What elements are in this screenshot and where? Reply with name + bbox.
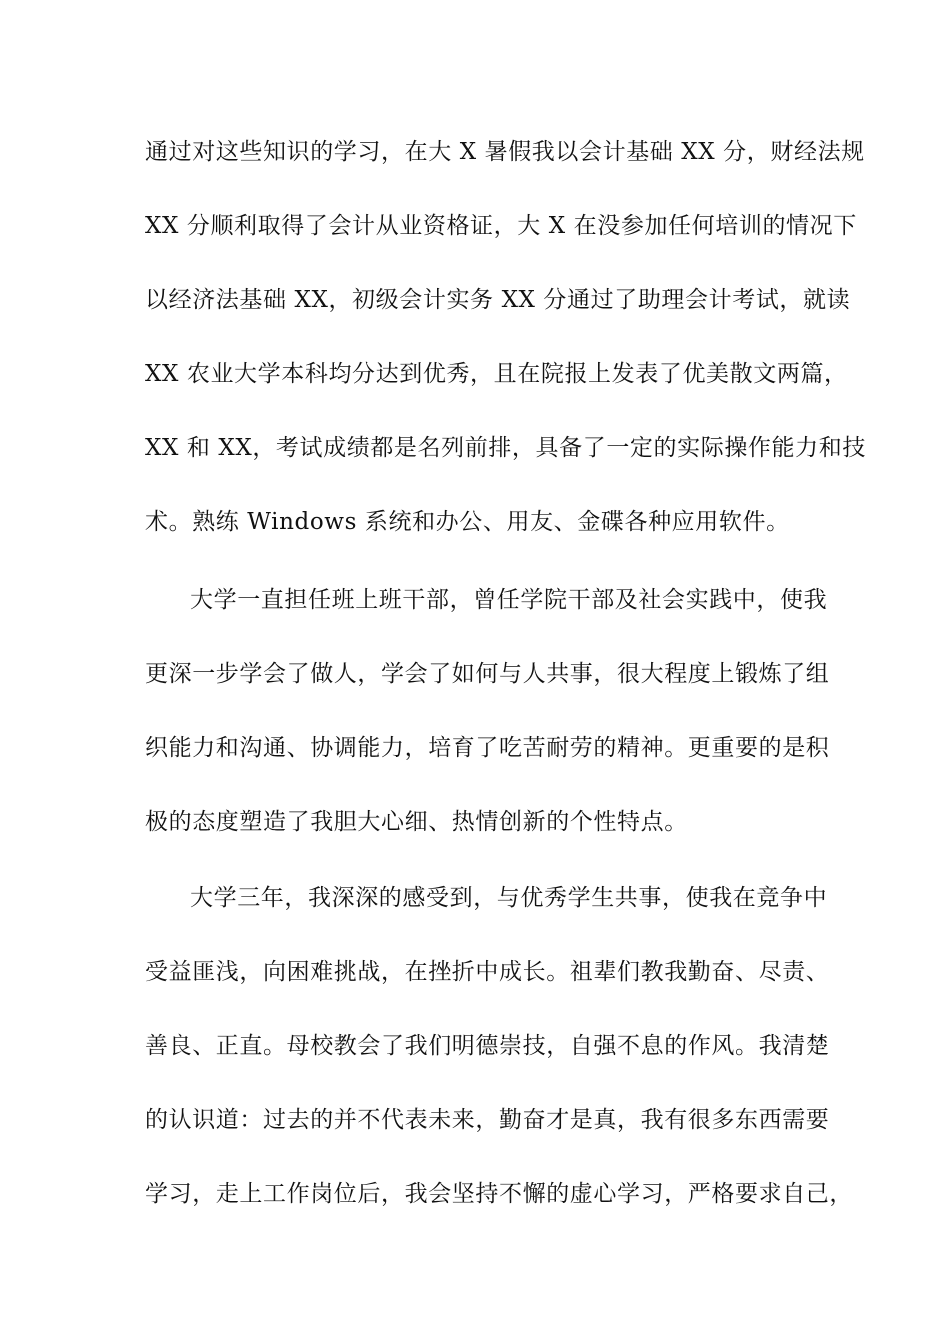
- text-line: 善良、正直。母校教会了我们明德崇技，自强不息的作风。我清楚: [145, 1033, 830, 1059]
- text-line: 的认识道：过去的并不代表未来，勤奋才是真，我有很多东西需要: [145, 1107, 830, 1133]
- text-line: 术。熟练 Windows 系统和办公、用友、金碟各种应用软件。: [145, 509, 790, 535]
- text-line: XX 农业大学本科均分达到优秀，且在院报上发表了优美散文两篇，: [145, 361, 848, 387]
- text-line: 受益匪浅，向困难挑战，在挫折中成长。祖辈们教我勤奋、尽责、: [145, 959, 830, 985]
- text-line: XX 和 XX，考试成绩都是名列前排，具备了一定的实际操作能力和技: [145, 435, 866, 461]
- text-line: 织能力和沟通、协调能力，培育了吃苦耐劳的精神。更重要的是积: [145, 735, 830, 761]
- paragraph-first-line: 大学三年，我深深的感受到，与优秀学生共事，使我在竞争中: [190, 885, 828, 911]
- text-line: 通过对这些知识的学习，在大 X 暑假我以会计基础 XX 分，财经法规: [145, 139, 865, 165]
- text-line: 学习，走上工作岗位后，我会坚持不懈的虚心学习，严格要求自己，: [145, 1181, 853, 1207]
- paragraph-first-line: 大学一直担任班上班干部，曾任学院干部及社会实践中，使我: [190, 587, 828, 613]
- text-line: 以经济法基础 XX，初级会计实务 XX 分通过了助理会计考试，就读: [145, 287, 851, 313]
- text-line: 更深一步学会了做人，学会了如何与人共事，很大程度上锻炼了组: [145, 661, 830, 687]
- text-line: 极的态度塑造了我胆大心细、热情创新的个性特点。: [145, 809, 688, 835]
- text-line: XX 分顺利取得了会计从业资格证，大 X 在没参加任何培训的情况下: [145, 213, 857, 239]
